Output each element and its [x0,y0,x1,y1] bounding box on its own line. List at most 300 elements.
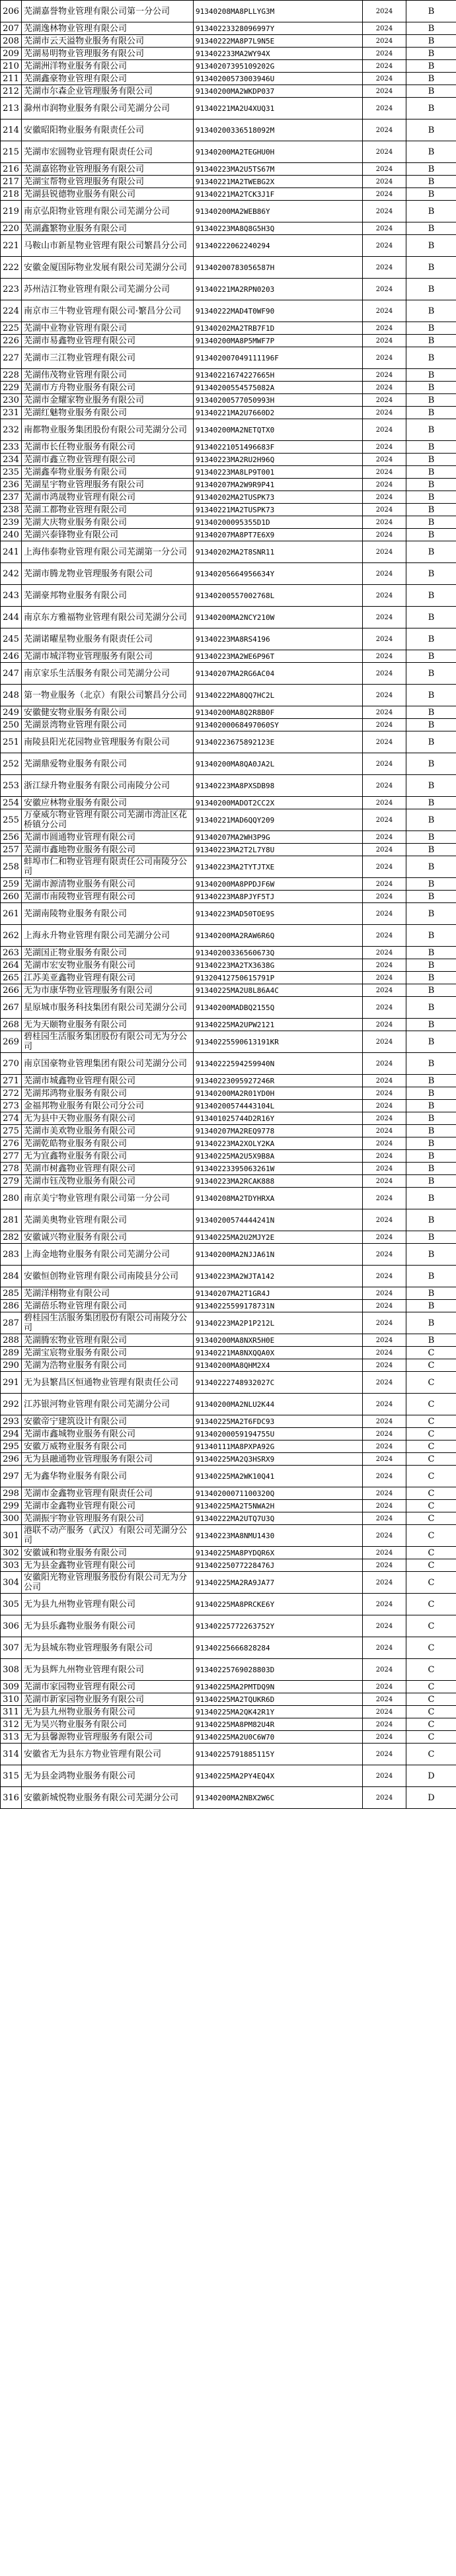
row-number-cell: 266 [1,984,22,997]
table-row [1,60,456,73]
credit-code-cell: 91340200557002768L [194,585,363,607]
credit-code-cell: 91340222MA2UTQ7U3Q [194,1512,363,1525]
row-number-cell: 312 [1,1718,22,1731]
credit-code-cell: 91340225MA2U2MJY2E [194,1231,363,1244]
row-number-cell: 246 [1,650,22,663]
company-name-cell: 芜湖县锐德物业服务有限公司 [22,188,194,201]
company-name-cell: 金福邦物业服务有限公司分公司 [22,1100,194,1112]
grade-cell: B [406,1231,456,1244]
company-name-cell: 芜湖鑫繁物业服务有限公司 [22,222,194,235]
table-row [1,1231,456,1244]
table-row [1,984,456,997]
table-row [1,279,456,300]
grade-cell: B [406,85,456,98]
year-cell: 2024 [363,1287,406,1300]
grade-cell: B [406,35,456,48]
year-cell: 2024 [363,441,406,454]
year-cell: 2024 [363,1512,406,1525]
company-name-cell: 无为县融通物业管理服务有限公司 [22,1453,194,1466]
table-row [1,1209,456,1231]
company-name-cell: 芜湖南陵物业服务有限公司 [22,903,194,925]
row-number-cell: 229 [1,382,22,394]
grade-cell: B [406,1209,456,1231]
company-name-cell: 安徽万威物业服务有限公司 [22,1441,194,1453]
row-number-cell: 282 [1,1231,22,1244]
table-row [1,1347,456,1359]
year-cell: 2024 [363,719,406,731]
grade-cell: B [406,188,456,201]
company-name-cell: 芜湖市方舟物业服务有限公司 [22,382,194,394]
year-cell: 2024 [363,1594,406,1615]
company-name-cell: 芜湖市鑫立物业管理有限公司 [22,454,194,466]
row-number-cell: 231 [1,407,22,419]
grade-cell: B [406,903,456,925]
grade-cell: B [406,369,456,382]
row-number-cell: 223 [1,279,22,300]
credit-code-cell: 91340221051496683F [194,441,363,454]
company-name-cell: 芜湖市易鑫物业管理有限公司 [22,335,194,347]
table-row [1,1087,456,1100]
row-number-cell: 240 [1,529,22,541]
company-name-cell: 芜湖市城洋物业管理服务有限公司 [22,650,194,663]
table-row [1,719,456,731]
row-number-cell: 303 [1,1559,22,1572]
grade-cell: B [406,1125,456,1137]
credit-code-cell: 91340202MA2TUSPK73 [194,491,363,504]
table-row [1,235,456,257]
company-name-cell: 芜湖市源清物业服务有限公司 [22,878,194,891]
year-cell: 2024 [363,529,406,541]
table-row [1,141,456,163]
row-number-cell: 237 [1,491,22,504]
row-number-cell: 277 [1,1150,22,1163]
year-cell: 2024 [363,466,406,479]
company-name-cell: 无为县城东物业管理服务有限公司 [22,1637,194,1659]
grade-cell: C [406,1359,456,1372]
credit-code-cell: 91340200783056587H [194,257,363,279]
year-cell: 2024 [363,222,406,235]
row-number-cell: 286 [1,1300,22,1312]
year-cell: 2024 [363,1525,406,1547]
grade-cell: C [406,1525,456,1547]
credit-code-cell: 91340223MA2U5TS67M [194,163,363,176]
company-name-cell: 无为县辉九州物业管理有限公司 [22,1659,194,1681]
company-name-cell: 芜湖市南陵物业管理有限公司 [22,891,194,903]
company-name-cell: 芜湖为浩物业服务有限公司 [22,1359,194,1372]
table-row [1,925,456,947]
grade-cell: B [406,685,456,706]
row-number-cell: 232 [1,419,22,441]
credit-code-cell: 91340207395109202G [194,60,363,73]
row-number-cell: 311 [1,1706,22,1718]
row-number-cell: 214 [1,119,22,141]
table-row [1,163,456,176]
year-cell: 2024 [363,972,406,984]
company-name-cell: 江苏美亚鑫物业管理有限公司 [22,972,194,984]
table-row [1,1188,456,1209]
grade-cell: B [406,441,456,454]
grade-cell: B [406,663,456,685]
company-name-cell: 安徽恒创物业管理有限公司南陵县分公司 [22,1266,194,1287]
grade-cell: B [406,1287,456,1300]
credit-code-cell: 91340207MA2W9R9P41 [194,479,363,491]
table-row [1,844,456,856]
company-name-cell: 南京家乐生活服务有限公司芜湖分公司 [22,663,194,685]
year-cell: 2024 [363,1188,406,1209]
grade-cell: B [406,984,456,997]
year-cell: 2024 [363,1744,406,1765]
table-row [1,1112,456,1125]
row-number-cell: 300 [1,1512,22,1525]
grade-cell: B [406,1312,456,1334]
company-name-cell: 芜湖洲洋物业服务有限公司 [22,60,194,73]
year-cell: 2024 [363,984,406,997]
table-row [1,607,456,628]
credit-code-cell: 91340223MA2WE6P96T [194,650,363,663]
grade-cell: C [406,1718,456,1731]
row-number-cell: 236 [1,479,22,491]
row-number-cell: 213 [1,98,22,119]
grade-cell: B [406,731,456,753]
year-cell: 2024 [363,1163,406,1175]
table-row [1,831,456,844]
credit-code-cell: 91340200MA8Q2R8B0F [194,706,363,719]
row-number-cell: 249 [1,706,22,719]
company-name-cell: 芜湖市长任物业服务有限公司 [22,441,194,454]
table-row [1,419,456,441]
row-number-cell: 235 [1,466,22,479]
row-number-cell: 251 [1,731,22,753]
company-name-cell: 南京市三牛物业管理有限公司·繁昌分公司 [22,300,194,322]
table-row [1,1100,456,1112]
table-row [1,504,456,516]
company-name-cell: 芜湖市城鑫物业管理有限公司 [22,1075,194,1087]
credit-code-cell: 91340200MA2NBX2W6C [194,1787,363,1809]
year-cell: 2024 [363,731,406,753]
credit-code-cell: 91340207MA8PT7E6X9 [194,529,363,541]
grade-cell: B [406,1019,456,1031]
grade-cell: B [406,466,456,479]
company-name-cell: 芜湖市圆通物业管理有限公司 [22,831,194,844]
grade-cell: C [406,1453,456,1466]
grade-cell: B [406,775,456,797]
table-row [1,1334,456,1347]
grade-cell: B [406,972,456,984]
table-row [1,347,456,369]
grade-cell: B [406,563,456,585]
grade-cell: C [406,1731,456,1744]
credit-code-cell: 91340200095355D1D [194,516,363,529]
grade-cell: C [406,1615,456,1637]
year-cell: 2024 [363,1659,406,1681]
company-name-cell: 南都物业服务集团股份有限公司芜湖分公司 [22,419,194,441]
company-name-cell: 芜湖兴泰锋物业有限公司 [22,529,194,541]
table-row [1,663,456,685]
credit-code-cell: 91340200574444241N [194,1209,363,1231]
row-number-cell: 268 [1,1019,22,1031]
credit-code-cell: 91340200MA2NCY210W [194,607,363,628]
table-row [1,394,456,407]
company-name-cell: 南京国豪物业管理集团有限公司芜湖分公司 [22,1053,194,1075]
year-cell: 2024 [363,1693,406,1706]
row-number-cell: 241 [1,541,22,563]
grade-cell: B [406,235,456,257]
row-number-cell: 227 [1,347,22,369]
company-name-cell: 芜湖美奥物业管理有限公司 [22,1209,194,1231]
company-name-cell: 芜湖市新家园物业服务有限公司 [22,1693,194,1706]
row-number-cell: 279 [1,1175,22,1188]
row-number-cell: 298 [1,1487,22,1500]
company-name-cell: 芜湖鼎爱物业服务有限公司 [22,753,194,775]
credit-code-cell: 91340205664956634Y [194,563,363,585]
company-name-cell: 无为县九州物业管理有限公司 [22,1594,194,1615]
table-row [1,257,456,279]
table-row [1,441,456,454]
credit-code-cell: 91340200MA2NLU2K44 [194,1394,363,1415]
grade-cell: C [406,1706,456,1718]
year-cell: 2024 [363,1787,406,1809]
grade-cell: B [406,1112,456,1125]
table-row [1,1693,456,1706]
grade-cell: B [406,1300,456,1312]
row-number-cell: 307 [1,1637,22,1659]
year-cell: 2024 [363,1,406,22]
company-name-cell: 芜湖洋栩物业有限公司 [22,1287,194,1300]
year-cell: 2024 [363,891,406,903]
row-number-cell: 280 [1,1188,22,1209]
row-number-cell: 243 [1,585,22,607]
grade-cell: B [406,98,456,119]
row-number-cell: 228 [1,369,22,382]
row-number-cell: 239 [1,516,22,529]
grade-cell: C [406,1466,456,1487]
table-row [1,73,456,85]
year-cell: 2024 [363,809,406,831]
company-name-cell: 芜湖鑫奉物业服务有限公司 [22,466,194,479]
company-name-cell: 芜湖市尔森企业管理服务有限公司 [22,85,194,98]
year-cell: 2024 [363,279,406,300]
row-number-cell: 258 [1,856,22,878]
credit-code-cell: 91340223MA2WJTA142 [194,1266,363,1287]
table-row [1,903,456,925]
table-row [1,22,456,35]
grade-cell: B [406,529,456,541]
table-row [1,1428,456,1441]
year-cell: 2024 [363,1100,406,1112]
credit-code-cell: 91340200MA8NXR5H0E [194,1334,363,1347]
year-cell: 2024 [363,1681,406,1693]
company-name-cell: 安徽诚兴物业服务有限公司 [22,1231,194,1244]
credit-code-cell: 91340202MA2TRB7F1D [194,322,363,335]
table-row [1,947,456,959]
year-cell: 2024 [363,479,406,491]
year-cell: 2024 [363,1347,406,1359]
year-cell: 2024 [363,1453,406,1466]
credit-code-cell: 91340221MA2U4XUQ31 [194,98,363,119]
table-row [1,1415,456,1428]
credit-code-cell: 91340221MA2TCK3J1F [194,188,363,201]
year-cell: 2024 [363,706,406,719]
table-row [1,1031,456,1053]
credit-code-cell: 91340225MA2WK10Q41 [194,1466,363,1487]
row-number-cell: 263 [1,947,22,959]
credit-code-cell: 91340223328096997Y [194,22,363,35]
row-number-cell: 225 [1,322,22,335]
row-number-cell: 206 [1,1,22,22]
grade-cell: C [406,1394,456,1415]
grade-cell: B [406,300,456,322]
table-row [1,685,456,706]
row-number-cell: 313 [1,1731,22,1744]
row-number-cell: 264 [1,959,22,972]
table-row [1,878,456,891]
company-name-cell: 南京东方雅福物业管理有限公司芜湖分公司 [22,607,194,628]
row-number-cell: 250 [1,719,22,731]
row-number-cell: 224 [1,300,22,322]
company-name-cell: 芜湖嘉铭物业管理服务有限公司 [22,163,194,176]
year-cell: 2024 [363,504,406,516]
company-name-cell: 芜湖邦鸿物业服务有限公司 [22,1087,194,1100]
credit-code-cell: 91340202MA2T8SNR11 [194,541,363,563]
year-cell: 2024 [363,98,406,119]
grade-cell: B [406,141,456,163]
table-row [1,382,456,394]
year-cell: 2024 [363,1731,406,1744]
table-row [1,1512,456,1525]
grade-cell: C [406,1547,456,1559]
year-cell: 2024 [363,947,406,959]
credit-code-cell: 91340207MA2WH3P9G [194,831,363,844]
row-number-cell: 260 [1,891,22,903]
company-name-cell: 南京弘阳物业管理有限公司芜湖分公司 [22,201,194,222]
row-number-cell: 234 [1,454,22,466]
company-name-cell: 芜湖逸林物业管理有限公司 [22,22,194,35]
credit-code-cell: 91340225MA2PY4EQ4X [194,1765,363,1787]
credit-code-cell: 91340200MA2NJJA61N [194,1244,363,1266]
year-cell: 2024 [363,73,406,85]
company-name-cell: 港联不动产服务（武汉）有限公司芜湖分公司 [22,1525,194,1547]
year-cell: 2024 [363,856,406,878]
grade-cell: B [406,1150,456,1163]
year-cell: 2024 [363,1359,406,1372]
year-cell: 2024 [363,1334,406,1347]
credit-code-cell: 91340225MA8PM82U4R [194,1718,363,1731]
row-number-cell: 308 [1,1659,22,1681]
year-cell: 2024 [363,1547,406,1559]
year-cell: 2024 [363,394,406,407]
row-number-cell: 256 [1,831,22,844]
company-name-cell: 芜湖市金鑫物业管理有限责任公司 [22,1487,194,1500]
company-name-cell: 万豪威尔物业管理有限公司芜湖市湾沚区花桥镇分公司 [22,809,194,831]
grade-cell: B [406,1075,456,1087]
row-number-cell: 207 [1,22,22,35]
table-row [1,1053,456,1075]
row-number-cell: 287 [1,1312,22,1334]
grade-cell: B [406,959,456,972]
table-row [1,1372,456,1394]
row-number-cell: 273 [1,1100,22,1112]
year-cell: 2024 [363,35,406,48]
grade-cell: C [406,1500,456,1512]
row-number-cell: 278 [1,1163,22,1175]
company-name-cell: 安徽昭阳物业服务有限责任公司 [22,119,194,141]
credit-code-cell: 91340111MA8PXPA92G [194,1441,363,1453]
credit-code-cell: 91340222062240294 [194,235,363,257]
grade-cell: C [406,1428,456,1441]
credit-code-cell: 91340200071100320Q [194,1487,363,1500]
credit-code-cell: 91340225772263752Y [194,1615,363,1637]
company-name-cell: 芜湖宝宸物业服务有限公司 [22,1347,194,1359]
grade-cell: B [406,1031,456,1053]
credit-code-cell: 91340207MA2T1GR4J [194,1287,363,1300]
grade-cell: C [406,1572,456,1594]
credit-code-cell: 91340225590613191KR [194,1031,363,1053]
company-name-cell: 第一物业服务（北京）有限公司繁昌分公司 [22,685,194,706]
year-cell: 2024 [363,163,406,176]
row-number-cell: 290 [1,1359,22,1372]
company-name-cell: 安徽帝宁建筑设计有限公司 [22,1415,194,1428]
year-cell: 2024 [363,685,406,706]
year-cell: 2024 [363,1312,406,1334]
row-number-cell: 233 [1,441,22,454]
year-cell: 2024 [363,491,406,504]
table-row [1,891,456,903]
year-cell: 2024 [363,650,406,663]
row-number-cell: 262 [1,925,22,947]
grade-cell: B [406,119,456,141]
credit-code-cell: 91340225MA2QK42R1Y [194,1706,363,1718]
year-cell: 2024 [363,628,406,650]
credit-code-cell: 91340225MA2Q3HSRX9 [194,1453,363,1466]
year-cell: 2024 [363,176,406,188]
year-cell: 2024 [363,1112,406,1125]
credit-code-cell: 91340225MA2PMTDQ9N [194,1681,363,1693]
grade-cell: B [406,504,456,516]
year-cell: 2024 [363,1019,406,1031]
table-row [1,48,456,60]
year-cell: 2024 [363,516,406,529]
row-number-cell: 292 [1,1394,22,1415]
table-row [1,1637,456,1659]
company-name-cell: 芜湖工都物业管理有限公司 [22,504,194,516]
company-name-cell: 安徽应林物业服务有限公司 [22,797,194,809]
credit-code-cell: 91340200MA8PPDJF6W [194,878,363,891]
grade-cell: B [406,48,456,60]
table-row [1,1137,456,1150]
table-row [1,1266,456,1287]
table-row [1,1744,456,1765]
row-number-cell: 217 [1,176,22,188]
table-row [1,1150,456,1163]
table-row [1,1453,456,1466]
row-number-cell: 222 [1,257,22,279]
company-name-cell: 苏州洁江物业管理有限公司芜湖分公司 [22,279,194,300]
grade-cell: B [406,407,456,419]
credit-code-cell: 91340225791885115Y [194,1744,363,1765]
table-row [1,809,456,831]
grade-cell: B [406,844,456,856]
credit-code-cell: 91340200MA8QHM2X4 [194,1359,363,1372]
company-name-cell: 芜湖红魅物业服务有限公司 [22,407,194,419]
grade-cell: B [406,719,456,731]
credit-code-cell: 91340200MADBQ2155Q [194,997,363,1019]
year-cell: 2024 [363,1175,406,1188]
year-cell: 2024 [363,1441,406,1453]
row-number-cell: 294 [1,1428,22,1441]
grade-cell: B [406,491,456,504]
table-row [1,650,456,663]
row-number-cell: 265 [1,972,22,984]
